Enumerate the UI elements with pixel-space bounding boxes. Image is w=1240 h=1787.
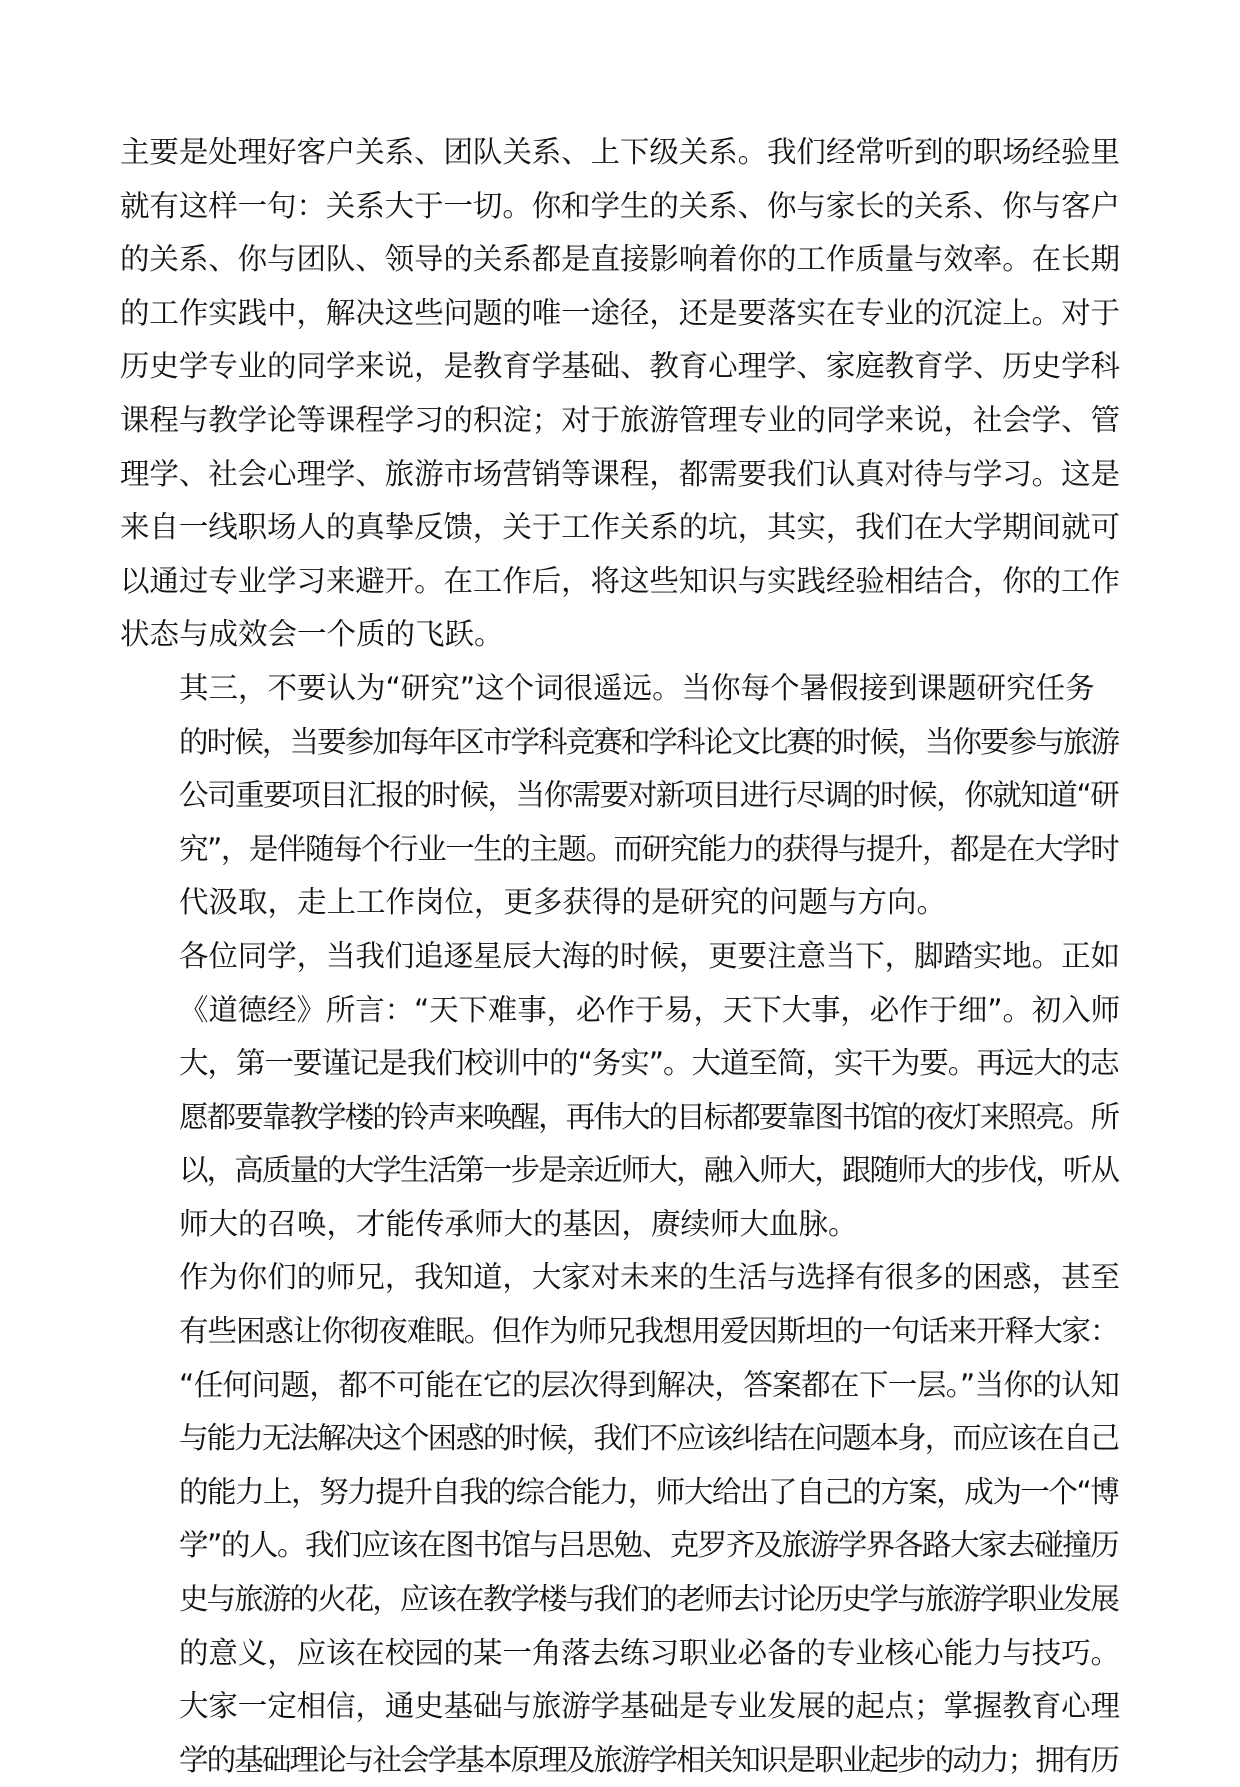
text-line: 状态与成效会一个质的飞跃。 xyxy=(120,617,504,652)
text-line: 师大的召唤，才能传承师大的基因，赓续师大血脉。 xyxy=(179,1206,858,1241)
text-line: 代汲取，走上工作岗位，更多获得的是研究的问题与方向。 xyxy=(179,885,947,920)
text-line: 公司重要项目汇报的时候，当你需要对新项目进行尽调的时候，你就知道“研 xyxy=(179,778,1119,813)
document-body xyxy=(120,126,1120,1787)
text-line: 理学、社会心理学、旅游市场营销等课程，都需要我们认真对待与学习。这是 xyxy=(120,456,1120,491)
text-line: 学的基础理论与社会学基本原理及旅游学相关知识是职业起步的动力；拥有历 xyxy=(179,1742,1119,1777)
text-line: 各位同学，当我们追逐星辰大海的时候，更要注意当下，脚踏实地。正如 xyxy=(179,938,1120,973)
text-line: 学”的人。我们应该在图书馆与吕思勉、克罗齐及旅游学界各路大家去碰撞历 xyxy=(179,1528,1119,1563)
text-line: 愿都要靠教学楼的铃声来唤醒，再伟大的目标都要靠图书馆的夜灯来照亮。所 xyxy=(179,1099,1119,1134)
text-line: 其三，不要认为“研究”这个词很遥远。当你每个暑假接到课题研究任务 xyxy=(179,670,1095,705)
text-line: 的意义，应该在校园的某一角落去练习职业必备的专业核心能力与技巧。 xyxy=(179,1635,1120,1670)
paragraph xyxy=(120,662,1120,930)
text-line: 的时候，当要参加每年区市学科竞赛和学科论文比赛的时候，当你要参与旅游 xyxy=(179,724,1119,759)
text-line: 作为你们的师兄，我知道，大家对未来的生活与选择有很多的困惑，甚至 xyxy=(179,1260,1120,1295)
text-line: 来自一线职场人的真挚反馈，关于工作关系的坑，其实，我们在大学期间就可 xyxy=(120,510,1120,545)
text-line: 以，高质量的大学生活第一步是亲近师大，融入师大，跟随师大的步伐，听从 xyxy=(179,1153,1119,1188)
text-line: 就有这样一句：关系大于一切。你和学生的关系、你与家长的关系、你与客户 xyxy=(120,188,1120,223)
paragraph xyxy=(120,930,1120,1252)
text-line: 《道德经》所言：“天下难事，必作于易，天下大事，必作于细”。初入师 xyxy=(179,992,1120,1027)
paragraph xyxy=(120,1680,1120,1787)
text-line: 的工作实践中，解决这些问题的唯一途径，还是要落实在专业的沉淀上。对于 xyxy=(120,295,1120,330)
text-line: 大家一定相信，通史基础与旅游学基础是专业发展的起点；掌握教育心理 xyxy=(179,1689,1120,1724)
text-line: 的能力上，努力提升自我的综合能力，师大给出了自己的方案，成为一个“博 xyxy=(179,1474,1119,1509)
paragraph xyxy=(120,1251,1120,1680)
text-line: 历史学专业的同学来说，是教育学基础、教育心理学、家庭教育学、历史学科 xyxy=(120,349,1120,384)
text-line: “任何问题，都不可能在它的层次得到解决，答案都在下一层。”当你的认知 xyxy=(179,1367,1120,1402)
text-line: 有些困惑让你彻夜难眠。但作为师兄我想用爱因斯坦的一句话来开释大家： xyxy=(179,1314,1119,1349)
text-line: 的关系、你与团队、领导的关系都是直接影响着你的工作质量与效率。在长期 xyxy=(120,242,1120,277)
text-line: 以通过专业学习来避开。在工作后，将这些知识与实践经验相结合，你的工作 xyxy=(120,563,1120,598)
text-line: 大，第一要谨记是我们校训中的“务实”。大道至简，实干为要。再远大的志 xyxy=(179,1046,1119,1081)
text-line: 课程与教学论等课程学习的积淀；对于旅游管理专业的同学来说，社会学、管 xyxy=(120,402,1120,437)
text-line: 主要是处理好客户关系、团队关系、上下级关系。我们经常听到的职场经验里 xyxy=(120,135,1120,169)
paragraph xyxy=(120,126,1120,662)
text-line: 与能力无法解决这个困惑的时候，我们不应该纠结在问题本身，而应该在自己 xyxy=(179,1421,1119,1456)
text-line: 究”，是伴随每个行业一生的主题。而研究能力的获得与提升，都是在大学时 xyxy=(179,831,1119,866)
text-line: 史与旅游的火花，应该在教学楼与我们的老师去讨论历史学与旅游学职业发展 xyxy=(179,1582,1119,1617)
